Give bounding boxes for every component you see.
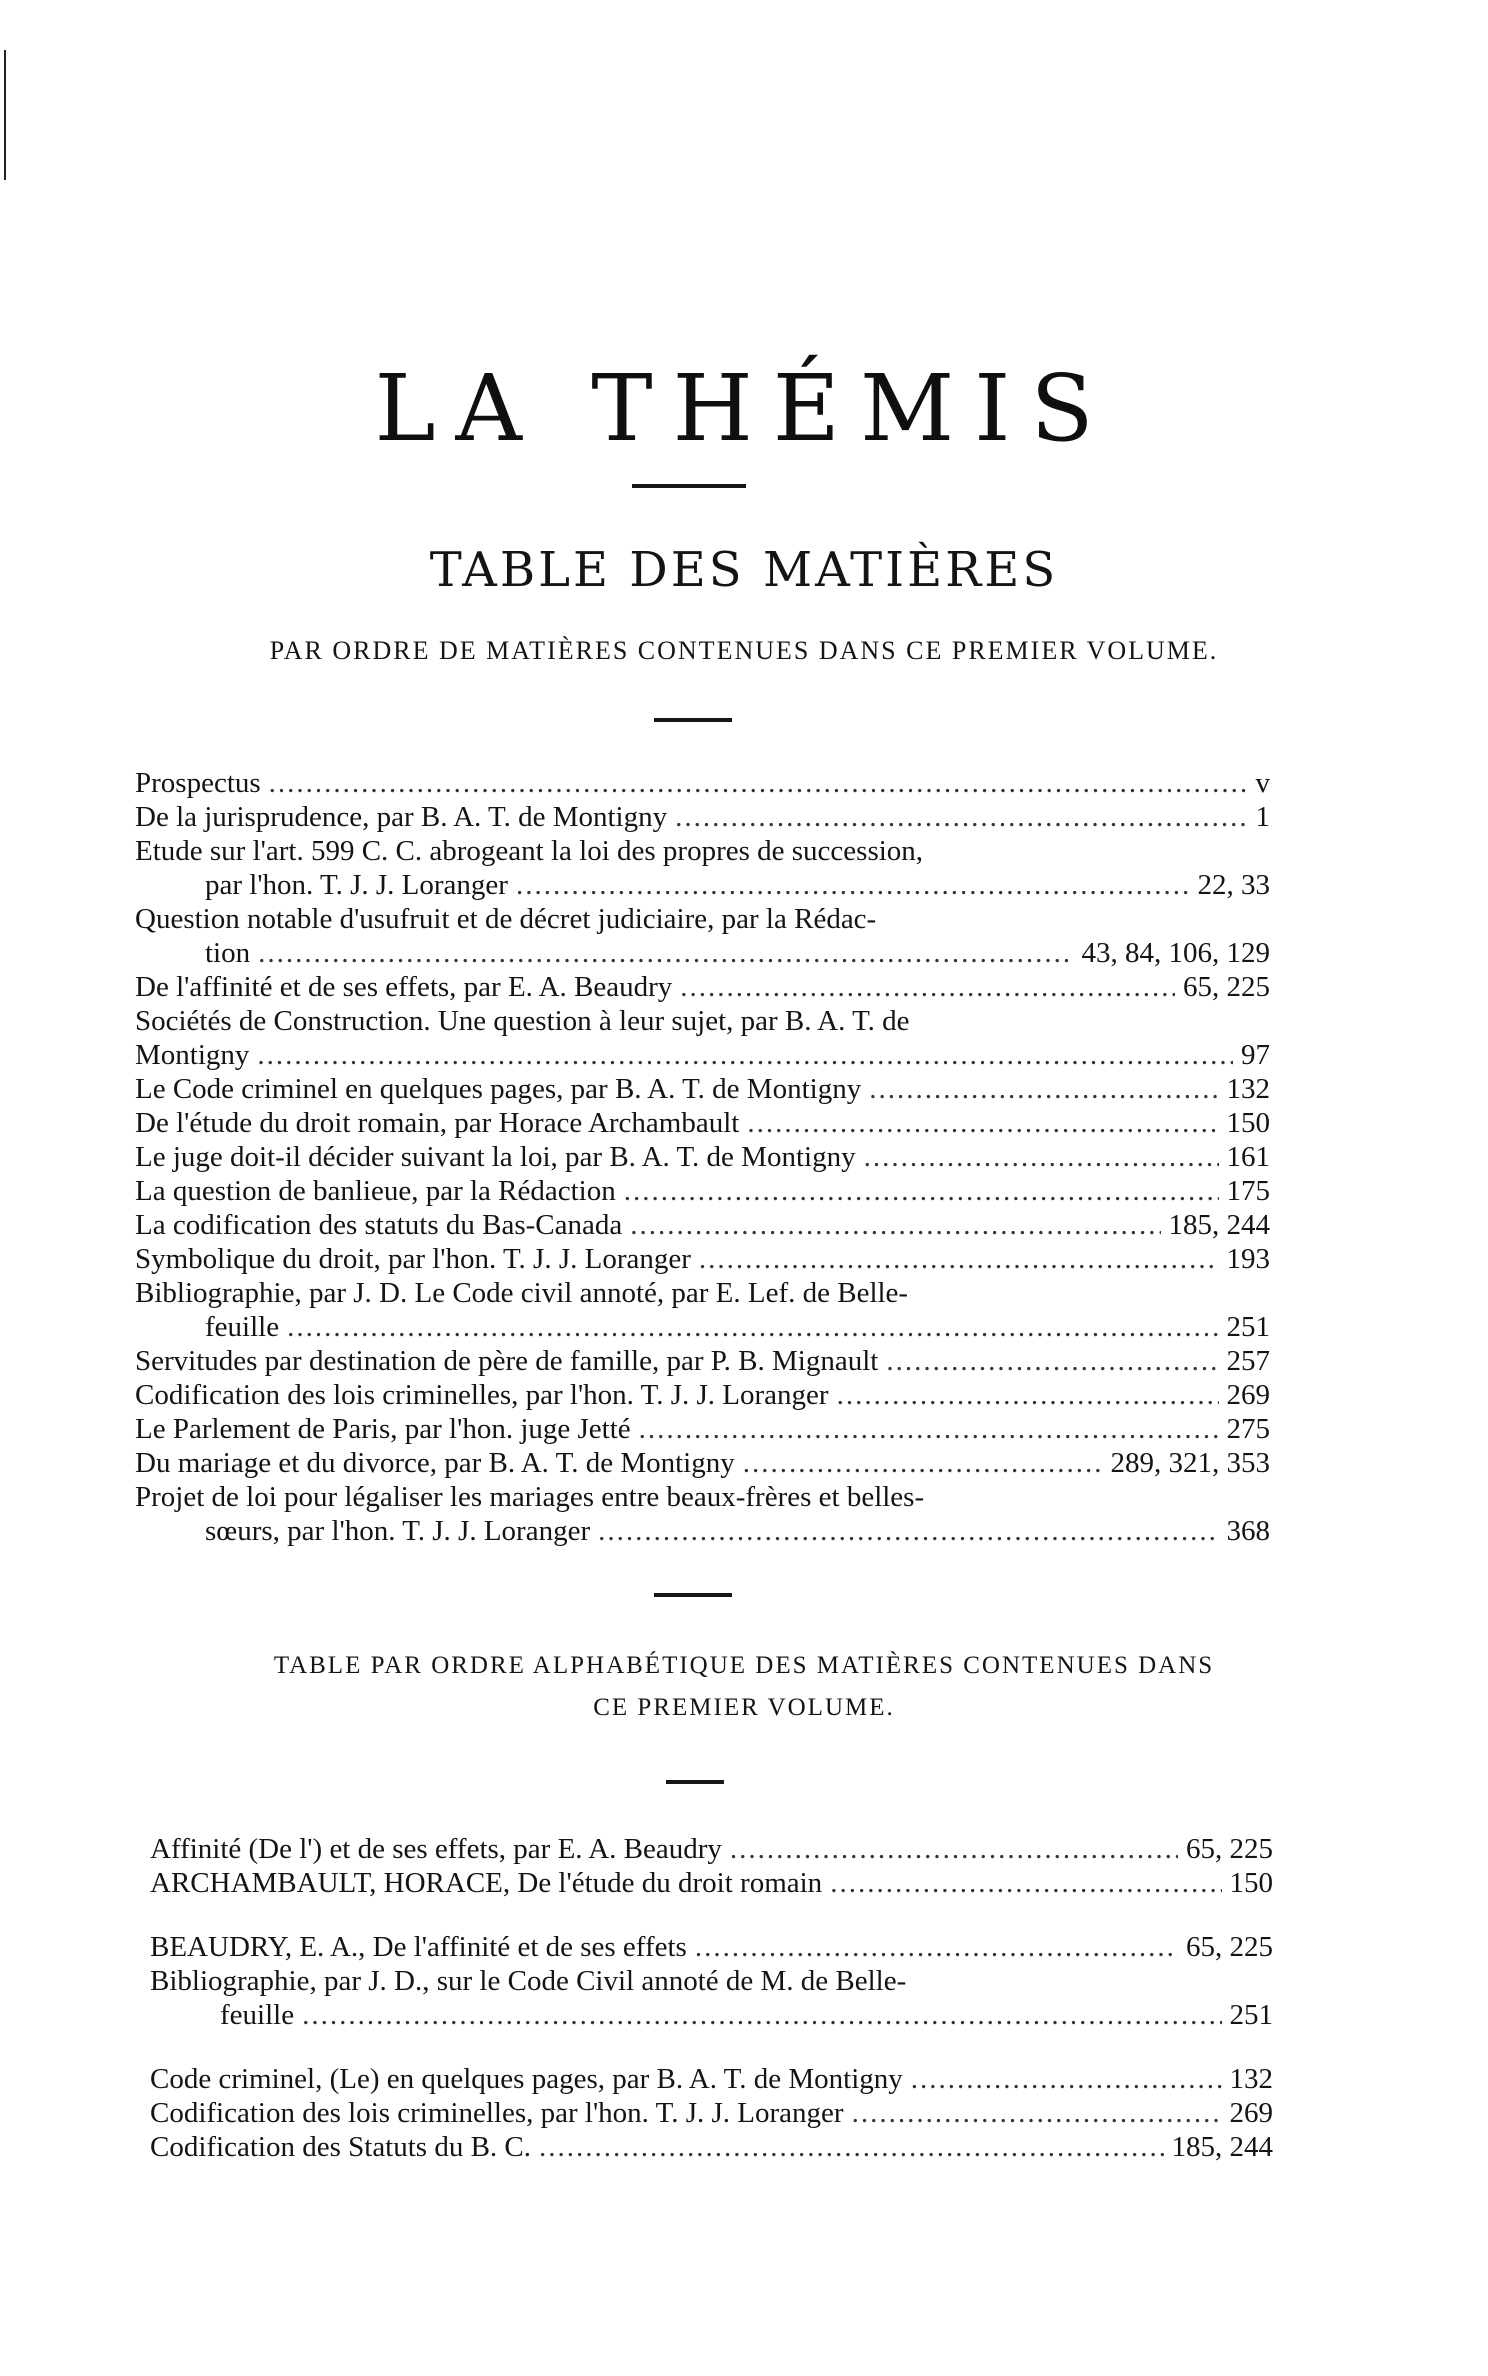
journal-title: LA THÉMIS (374, 355, 1114, 462)
toc-entry-page: 65, 225 (1186, 1931, 1273, 1963)
toc-entry-page: 65, 225 (1183, 971, 1270, 1003)
dot-leader (699, 1242, 1219, 1276)
toc-entry (135, 766, 1270, 800)
toc-entry (135, 868, 1270, 902)
toc-entry-title: Le juge doit-il décider suivant la loi, par B. A. T. de Montigny (135, 1141, 856, 1173)
dot-leader (869, 1072, 1218, 1106)
toc-entry (135, 1038, 1270, 1072)
toc-entry-title: BEAUDRY, E. A., De l'affinité et de ses effets (150, 1931, 687, 1963)
contents-caption: PAR ORDRE DE MATIÈRES CONTENUES DANS CE PREMIER VOLUME. (269, 636, 1219, 665)
toc-entry (135, 1208, 1270, 1242)
toc-entry-title: Du mariage et du divorce, par B. A. T. de Montigny (135, 1447, 735, 1479)
toc-entry-title: Bibliographie, par J. D. Le Code civil annoté, par E. Lef. de Belle- (135, 1277, 909, 1309)
scan-edge-mark (4, 50, 6, 180)
dot-leader (269, 766, 1248, 800)
toc-entry-title: feuille (220, 1999, 295, 2031)
toc-entry (135, 1276, 1270, 1310)
toc-entry-title: De l'affinité et de ses effets, par E. A. Beaudry (135, 971, 673, 1003)
toc-entry-title: Codification des Statuts du B. C. (150, 2131, 532, 2163)
toc-entry (135, 1140, 1270, 1174)
dot-leader (624, 1174, 1219, 1208)
toc-entry-title: De l'étude du droit romain, par Horace Archambault (135, 1107, 740, 1139)
toc-entry-page: 1 (1255, 801, 1270, 833)
toc-entry-title: La question de banlieue, par la Rédaction (135, 1175, 616, 1207)
toc-entry-page: 65, 225 (1186, 1833, 1273, 1865)
toc-entry-title: Etude sur l'art. 599 C. C. abrogeant la loi des propres de succession, (135, 835, 924, 867)
toc-entry (150, 1866, 1273, 1900)
group-gap (150, 1900, 1273, 1930)
toc-entry (150, 1998, 1273, 2032)
toc-entry-title: Sociétés de Construction. Une question à leur sujet, par B. A. T. de (135, 1005, 910, 1037)
contents-heading: TABLE DES MATIÈRES (429, 542, 1059, 598)
dot-leader (257, 1038, 1233, 1072)
dot-leader (287, 1310, 1218, 1344)
toc-entry-title: par l'hon. T. J. J. Loranger (205, 869, 508, 901)
toc-entry (135, 1480, 1270, 1514)
toc-entry (135, 1412, 1270, 1446)
toc-entry-title: De la jurisprudence, par B. A. T. de Montigny (135, 801, 668, 833)
caption-rule (654, 718, 732, 722)
toc-entry (150, 2096, 1273, 2130)
toc-entry (135, 936, 1270, 970)
toc-entry (135, 1344, 1270, 1378)
toc-entry-page: 275 (1226, 1413, 1270, 1445)
toc-entry-page: 251 (1226, 1311, 1270, 1343)
dot-leader (864, 1140, 1219, 1174)
alphabetical-heading-line1: TABLE PAR ORDRE ALPHABÉTIQUE DES MATIÈRES CONTENUES DANS (273, 1652, 1215, 1679)
group-gap (150, 2032, 1273, 2062)
dot-leader (539, 2130, 1163, 2164)
toc-entry (135, 1310, 1270, 1344)
dot-leader (675, 800, 1247, 834)
toc-entry (135, 1514, 1270, 1548)
dot-leader (302, 1998, 1221, 2032)
toc-entry-title: Symbolique du droit, par l'hon. T. J. J. Loranger (135, 1243, 691, 1275)
toc-entry-title: Projet de loi pour légaliser les mariages entre beaux-frères et belles- (135, 1481, 925, 1513)
toc-entry-title: Codification des lois criminelles, par l'hon. T. J. J. Loranger (150, 2097, 844, 2129)
contents-list-alphabetical (150, 1832, 1273, 2164)
toc-entry-page: 43, 84, 106, 129 (1081, 937, 1270, 969)
toc-entry-title: Question notable d'usufruit et de décret judiciaire, par la Rédac- (135, 903, 877, 935)
dot-leader (837, 1378, 1219, 1412)
toc-entry-title: Servitudes par destination de père de famille, par P. B. Mignault (135, 1345, 879, 1377)
toc-entry (135, 1072, 1270, 1106)
toc-entry-title: Code criminel, (Le) en quelques pages, par B. A. T. de Montigny (150, 2063, 903, 2095)
toc-entry (135, 1004, 1270, 1038)
toc-entry-page: 185, 244 (1171, 2131, 1273, 2163)
toc-entry (135, 1242, 1270, 1276)
toc-entry (150, 2062, 1273, 2096)
toc-entry (135, 1106, 1270, 1140)
toc-entry-page: 368 (1226, 1515, 1270, 1547)
toc-entry-title: La codification des statuts du Bas-Canada (135, 1209, 623, 1241)
dot-leader (911, 2062, 1222, 2096)
toc-entry-page: 289, 321, 353 (1110, 1447, 1270, 1479)
dot-leader (852, 2096, 1222, 2130)
toc-entry-page: 257 (1226, 1345, 1270, 1377)
dot-leader (747, 1106, 1218, 1140)
toc-entry-title: tion (205, 937, 251, 969)
dot-leader (695, 1930, 1178, 1964)
toc-entry-title: Bibliographie, par J. D., sur le Code Civil annoté de M. de Belle- (150, 1965, 907, 1997)
toc-entry (150, 1964, 1273, 1998)
toc-entry-page: 185, 244 (1168, 1209, 1270, 1241)
toc-entry-page: 161 (1226, 1141, 1270, 1173)
toc-entry-page: 150 (1229, 1867, 1273, 1899)
dot-leader (639, 1412, 1219, 1446)
contents-list-by-subject (135, 766, 1270, 1548)
toc-entry (135, 902, 1270, 936)
toc-entry (150, 2130, 1273, 2164)
toc-entry (135, 1378, 1270, 1412)
toc-entry-page: 97 (1241, 1039, 1270, 1071)
toc-entry (135, 800, 1270, 834)
toc-entry-page: 132 (1229, 2063, 1273, 2095)
section-rule (654, 1593, 732, 1597)
toc-entry-title: feuille (205, 1311, 280, 1343)
toc-entry (135, 1446, 1270, 1480)
alphabetical-rule (666, 1780, 724, 1784)
toc-entry (135, 834, 1270, 868)
dot-leader (680, 970, 1175, 1004)
toc-entry-title: Le Parlement de Paris, par l'hon. juge Jetté (135, 1413, 631, 1445)
toc-entry-page: 269 (1226, 1379, 1270, 1411)
toc-entry-title: Montigny (135, 1039, 250, 1071)
toc-entry-title: ARCHAMBAULT, HORACE, De l'étude du droit romain (150, 1867, 823, 1899)
toc-entry-page: 150 (1226, 1107, 1270, 1139)
toc-entry-page: v (1255, 767, 1270, 799)
toc-entry-page: 132 (1226, 1073, 1270, 1105)
toc-entry-page: 22, 33 (1197, 869, 1270, 901)
toc-entry-title: sœurs, par l'hon. T. J. J. Loranger (205, 1515, 591, 1547)
dot-leader (598, 1514, 1218, 1548)
toc-entry-title: Prospectus (135, 767, 261, 799)
dot-leader (743, 1446, 1103, 1480)
toc-entry-page: 269 (1229, 2097, 1273, 2129)
dot-leader (516, 868, 1190, 902)
toc-entry (150, 1930, 1273, 1964)
dot-leader (830, 1866, 1221, 1900)
title-rule (632, 484, 746, 488)
dot-leader (886, 1344, 1218, 1378)
toc-entry-title: Affinité (De l') et de ses effets, par E. A. Beaudry (150, 1833, 722, 1865)
toc-entry-page: 175 (1226, 1175, 1270, 1207)
toc-entry-title: Codification des lois criminelles, par l'hon. T. J. J. Loranger (135, 1379, 829, 1411)
alphabetical-heading-line2: CE PREMIER VOLUME. (593, 1694, 895, 1721)
toc-entry-page: 251 (1229, 1999, 1273, 2031)
toc-entry-title: Le Code criminel en quelques pages, par B. A. T. de Montigny (135, 1073, 862, 1105)
toc-entry (150, 1832, 1273, 1866)
toc-entry (135, 1174, 1270, 1208)
dot-leader (730, 1832, 1178, 1866)
toc-entry-page: 193 (1226, 1243, 1270, 1275)
toc-entry (135, 970, 1270, 1004)
dot-leader (630, 1208, 1160, 1242)
dot-leader (258, 936, 1073, 970)
